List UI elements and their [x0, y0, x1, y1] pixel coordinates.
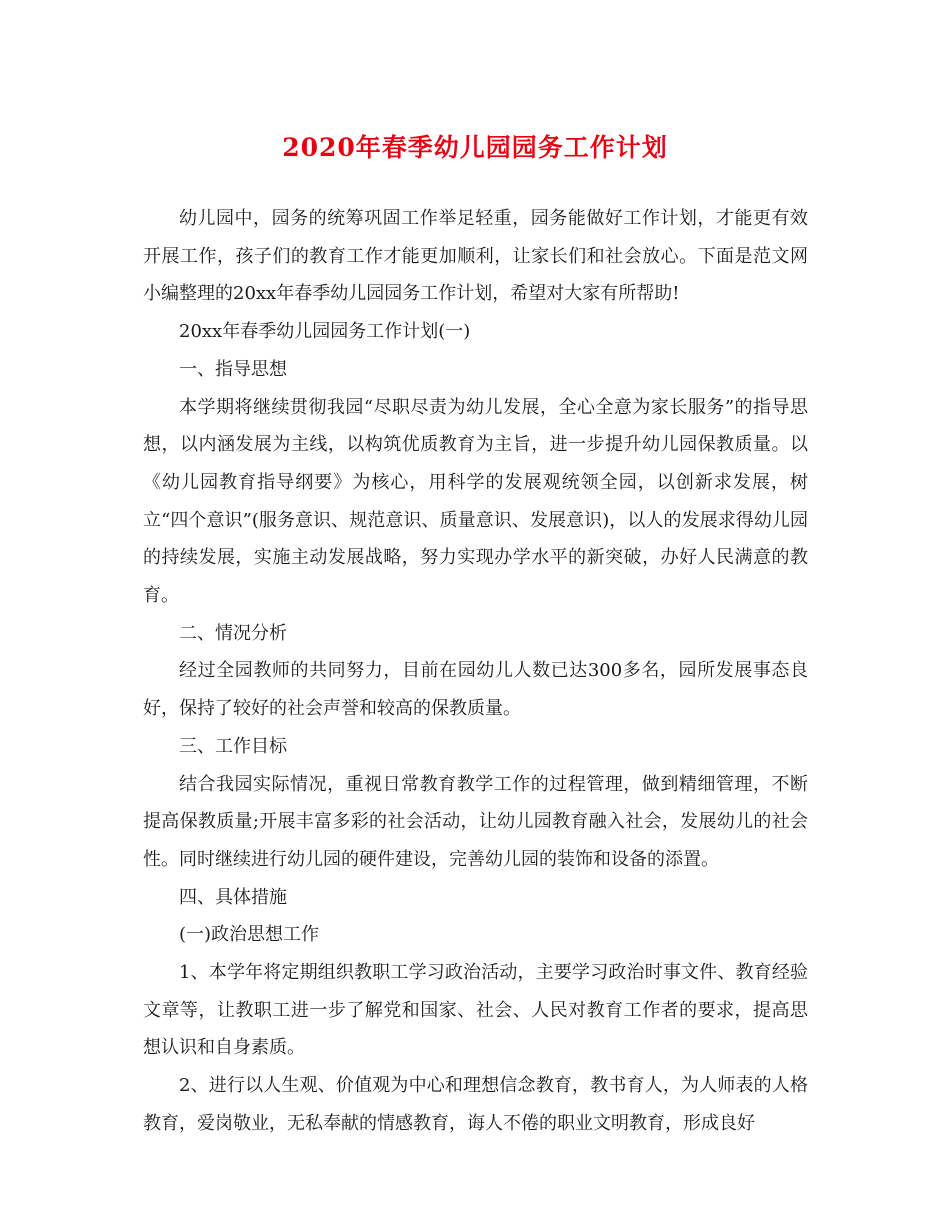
subsection-heading-political-work: (一)政治思想工作: [179, 924, 320, 946]
section-heading-measures: 四、具体措施: [179, 886, 287, 908]
measure-item-2: 2、进行以人生观、价值观为中心和理想信念教育，教书育人，为人师表的人格教育，爱岗敬业，无私奉献的情感教育，诲人不倦的职业文明教育，形成良好: [143, 1075, 808, 1134]
guiding-ideology-paragraph: 本学期将继续贯彻我园“尽职尽责为幼儿发展，全心全意为家长服务”的指导思想，以内涵发展为主线，以构筑优质教育为主旨，进一步提升幼儿园保教质量。以《幼儿园教育指导纲要》为核心，用科学的发展观统领全园，以创新求发展，树立“四个意识”(服务意识、规范意识、质量意识、发展意识)，以人的发展求得幼儿园的持续发展，实施主动发展战略，努力实现办学水平的新突破，办好人民满意的教育。: [143, 396, 808, 607]
document-title: 2020年春季幼儿园园务工作计划: [282, 133, 668, 162]
plan-subtitle: 20xx年春季幼儿园园务工作计划(一): [179, 321, 471, 343]
intro-paragraph: 幼儿园中，园务的统筹巩固工作举足轻重，园务能做好工作计划，才能更有效开展工作，孩子们的教育工作才能更加顺利，让家长们和社会放心。下面是范文网小编整理的20xx年春季幼儿园园务工作计划，希望对大家有所帮助!: [143, 208, 808, 305]
situation-analysis-paragraph: 经过全园教师的共同努力，目前在园幼儿人数已达300多名，园所发展事态良好，保持了较好的社会声誉和较高的保教质量。: [143, 660, 808, 720]
measure-item-1: 1、本学年将定期组织教职工学习政治活动，主要学习政治时事文件、教育经验文章等，让教职工进一步了解党和国家、社会、人民对教育工作者的要求，提高思想认识和自身素质。: [143, 962, 808, 1059]
work-goals-paragraph: 结合我园实际情况，重视日常教育教学工作的过程管理，做到精细管理，不断提高保教质量;开展丰富多彩的社会活动，让幼儿园教育融入社会，发展幼儿的社会性。同时继续进行幼儿园的硬件建设，完善幼儿园的装饰和设备的添置。: [143, 773, 808, 870]
section-heading-guiding-ideology: 一、指导思想: [179, 358, 287, 380]
section-heading-situation-analysis: 二、情况分析: [179, 622, 287, 644]
section-heading-work-goals: 三、工作目标: [179, 735, 287, 757]
document-body: [143, 200, 808, 1143]
